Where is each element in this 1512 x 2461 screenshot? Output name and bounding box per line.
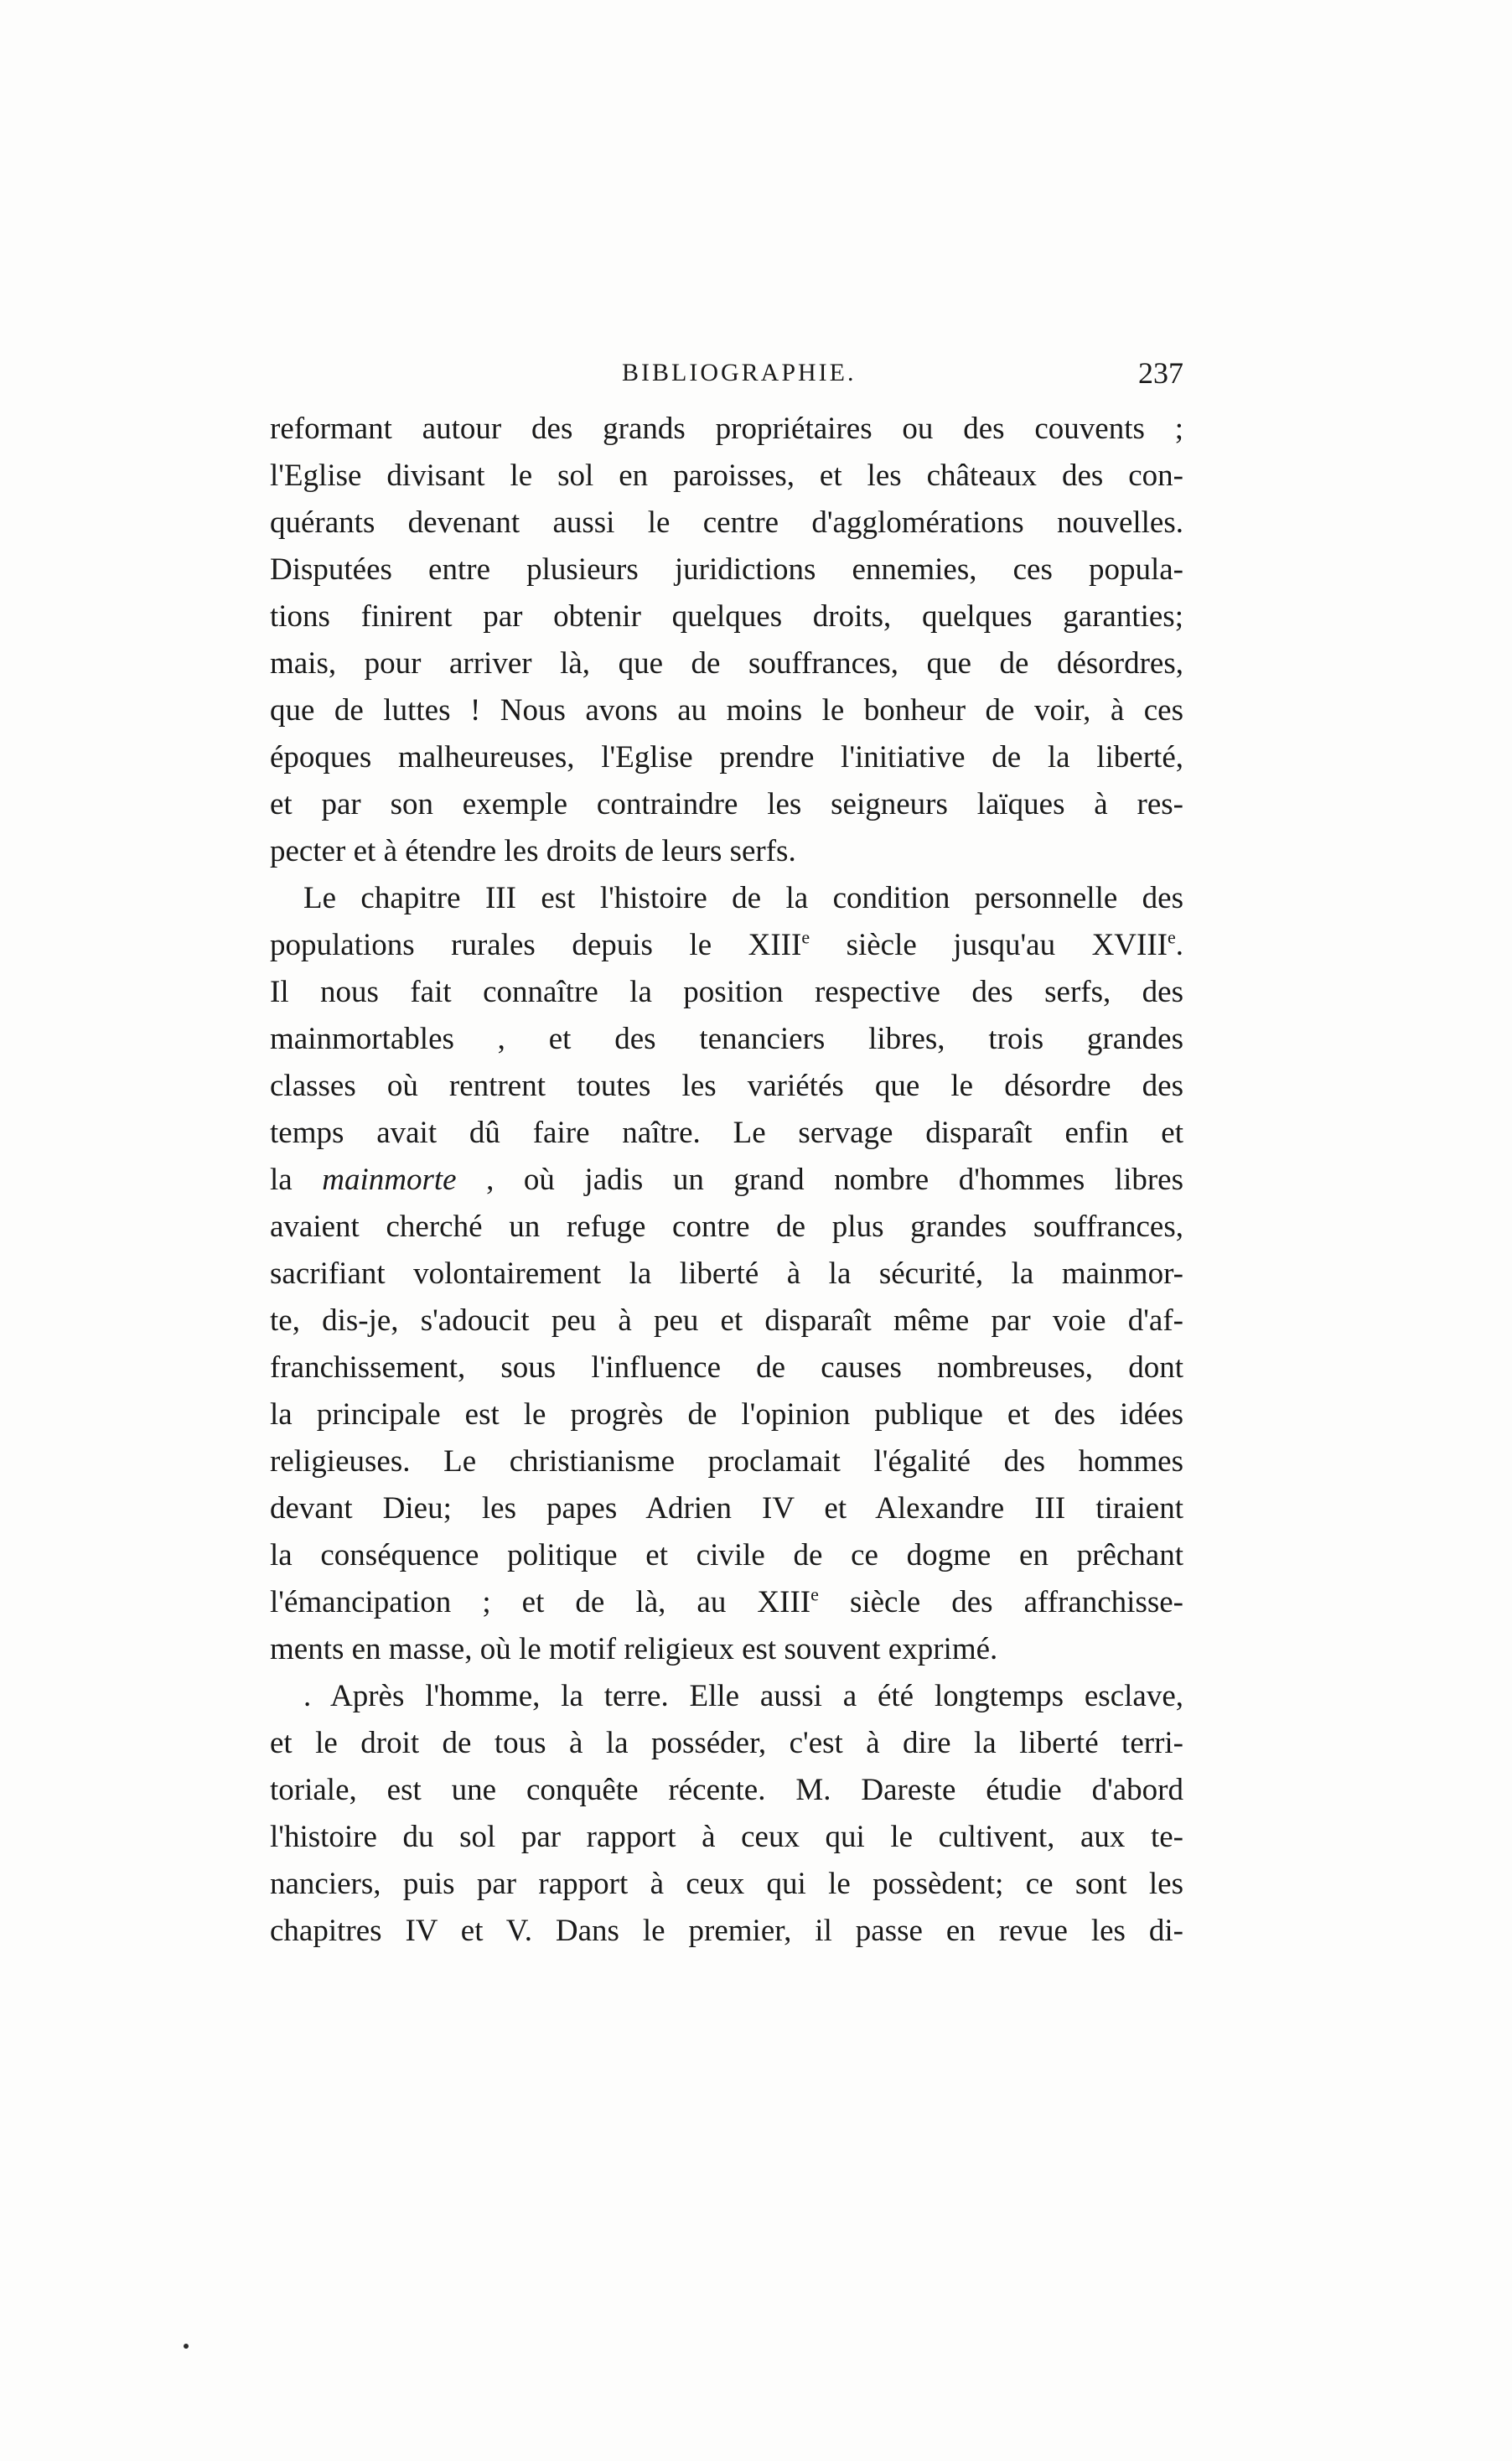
text-line: classes où rentrent toutes les variétés que le désordre des <box>270 1069 1183 1103</box>
text-line: tions finirent par obtenir quelques droits, quelques garanties; <box>270 599 1183 634</box>
text-line: et le droit de tous à la posséder, c'est à dire la liberté terri- <box>270 1726 1183 1760</box>
text-line: toriale, est une conquête récente. M. Dareste étudie d'abord <box>270 1773 1183 1807</box>
text-fragment: l'émancipation ; et de là, au XIII <box>270 1585 811 1619</box>
text-fragment: , où jadis un grand nombre d'hommes libres <box>456 1163 1184 1197</box>
text-line: chapitres IV et V. Dans le premier, il passe en revue les di- <box>270 1914 1183 1948</box>
running-title: BIBLIOGRAPHIE. <box>622 359 857 386</box>
text-line <box>270 1157 1183 1204</box>
text-line: nanciers, puis par rapport à ceux qui le possèdent; ce sont les <box>270 1867 1183 1901</box>
text-line: devant Dieu; les papes Adrien IV et Alexandre III tiraient <box>270 1491 1183 1526</box>
text-line: et par son exemple contraindre les seigneurs laïques à res- <box>270 787 1183 821</box>
text-line: avaient cherché un refuge contre de plus grandes souffrances, <box>270 1210 1183 1244</box>
text-line <box>270 922 1183 969</box>
text-line: reformant autour des grands propriétaires ou des couvents ; <box>270 412 1183 446</box>
superscript: e <box>801 926 810 948</box>
text-line: mainmortables , et des tenanciers libres, trois grandes <box>270 1022 1183 1056</box>
text-line: époques malheureuses, l'Eglise prendre l'initiative de la liberté, <box>270 740 1183 775</box>
text-line: la conséquence politique et civile de ce dogme en prêchant <box>270 1538 1183 1572</box>
text-line: franchissement, sous l'influence de causes nombreuses, dont <box>270 1350 1183 1385</box>
text-fragment: . <box>1175 928 1183 962</box>
superscript: e <box>810 1583 819 1605</box>
text-line: pecter et à étendre les droits de leurs serfs. <box>270 834 796 868</box>
page-number: 237 <box>1138 356 1183 390</box>
text-line: ments en masse, où le motif religieux est souvent exprimé. <box>270 1632 998 1666</box>
text-line: l'Eglise divisant le sol en paroisses, et les châteaux des con- <box>270 459 1183 493</box>
text-line: . Après l'homme, la terre. Elle aussi a été longtemps esclave, <box>303 1679 1183 1713</box>
text-line: mais, pour arriver là, que de souffrances, que de désordres, <box>270 646 1183 681</box>
text-line: Le chapitre III est l'histoire de la condition personnelle des <box>303 881 1183 915</box>
running-head <box>270 355 1183 394</box>
text-line: temps avait dû faire naître. Le servage disparaît enfin et <box>270 1116 1183 1150</box>
text-line: que de luttes ! Nous avons au moins le bonheur de voir, à ces <box>270 693 1183 728</box>
superscript: e <box>1167 926 1176 948</box>
text-line: l'histoire du sol par rapport à ceux qui le cultivent, aux te- <box>270 1820 1183 1854</box>
text-line: la principale est le progrès de l'opinion publique et des idées <box>270 1397 1183 1432</box>
text-line <box>270 1579 1183 1626</box>
text-line: te, dis-je, s'adoucit peu à peu et disparaît même par voie d'af- <box>270 1303 1183 1338</box>
text-line: sacrifiant volontairement la liberté à la sécurité, la mainmor- <box>270 1256 1183 1291</box>
text-fragment: siècle des affranchisse- <box>818 1585 1183 1619</box>
text-fragment: la <box>270 1163 323 1197</box>
italic-term: mainmorte <box>322 1163 457 1197</box>
ink-speck <box>184 2344 189 2349</box>
text-line: Il nous fait connaître la position respective des serfs, des <box>270 975 1183 1009</box>
text-line: quérants devenant aussi le centre d'agglomérations nouvelles. <box>270 505 1183 540</box>
text-fragment: siècle jusqu'au XVIII <box>810 928 1168 962</box>
text-line: religieuses. Le christianisme proclamait l'égalité des hommes <box>270 1444 1183 1479</box>
body-text <box>270 406 1183 1955</box>
text-line: Disputées entre plusieurs juridictions ennemies, ces popula- <box>270 552 1183 587</box>
text-fragment: populations rurales depuis le XIII <box>270 928 802 962</box>
